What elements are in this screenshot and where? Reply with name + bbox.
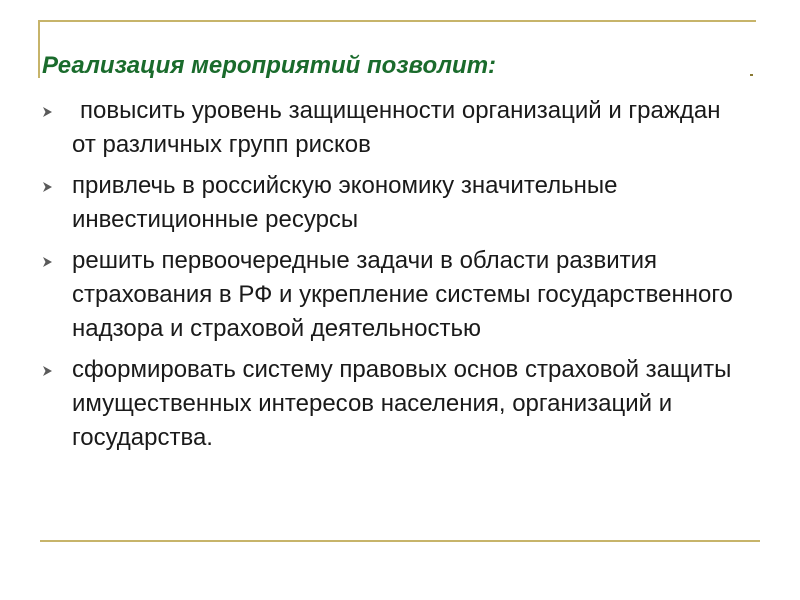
bullet-item bbox=[42, 353, 742, 455]
arrowhead-bullet-icon bbox=[42, 107, 52, 117]
left-divider bbox=[38, 20, 40, 78]
arrowhead-bullet-icon bbox=[42, 257, 52, 267]
bullet-item bbox=[42, 169, 742, 237]
top-divider bbox=[38, 20, 756, 22]
arrowhead-bullet-icon bbox=[42, 182, 52, 192]
bullet-text: сформировать систему правовых основ страховой защиты имущественных интересов населения, организаций и государства. bbox=[72, 356, 732, 451]
bullet-text: привлечь в российскую экономику значительные инвестиционные ресурсы bbox=[72, 172, 618, 233]
bullet-item bbox=[42, 94, 742, 162]
corner-dot bbox=[750, 74, 753, 76]
bottom-divider bbox=[40, 540, 760, 542]
bullet-text: повысить уровень защищенности организаций и граждан от различных групп рисков bbox=[72, 97, 721, 158]
bullet-text: решить первоочередные задачи в области развития страхования в РФ и укрепление системы государственного надзора и страховой деятельностью bbox=[72, 247, 733, 342]
arrowhead-bullet-icon bbox=[42, 366, 52, 376]
bullet-item bbox=[42, 244, 742, 346]
slide-title: Реализация мероприятий позволит: bbox=[42, 52, 497, 79]
bullet-list bbox=[42, 94, 742, 462]
